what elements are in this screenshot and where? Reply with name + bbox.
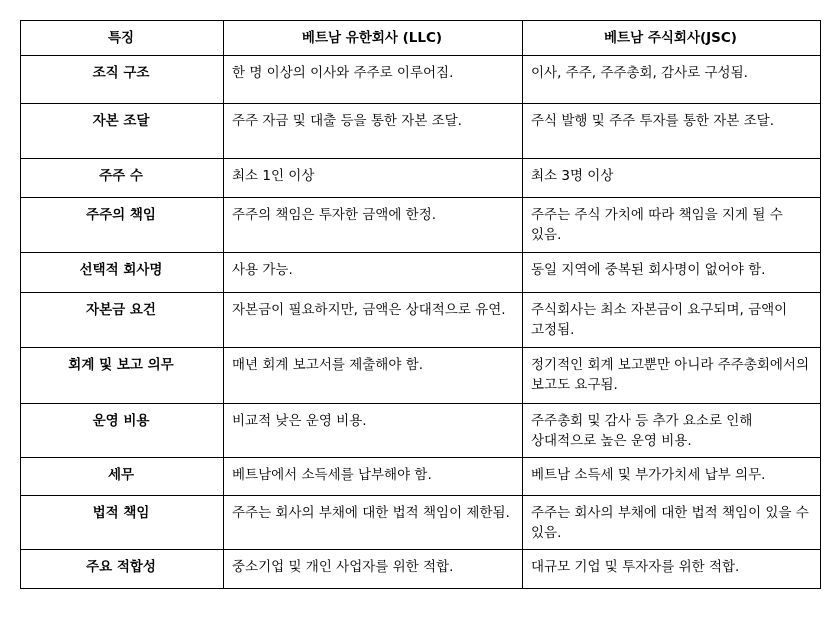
row-feature: 세무 <box>21 458 224 496</box>
table-header-row <box>21 21 821 56</box>
row-feature: 회계 및 보고 의무 <box>21 348 224 404</box>
row-llc-cell: 베트남에서 소득세를 납부해야 함. <box>224 458 523 496</box>
row-jsc-cell: 베트남 소득세 및 부가가치세 납부 의무. <box>523 458 821 496</box>
row-feature: 주요 적합성 <box>21 550 224 589</box>
comparison-table <box>20 20 821 589</box>
row-llc-cell: 중소기업 및 개인 사업자를 위한 적합. <box>224 550 523 589</box>
table-row <box>21 348 821 404</box>
header-feature: 특징 <box>21 21 224 56</box>
table-row <box>21 458 821 496</box>
row-feature: 선택적 회사명 <box>21 253 224 293</box>
row-jsc-cell: 최소 3명 이상 <box>523 159 821 198</box>
row-feature: 자본금 요건 <box>21 293 224 348</box>
table-row <box>21 496 821 550</box>
row-feature: 주주 수 <box>21 159 224 198</box>
header-jsc: 베트남 주식회사(JSC) <box>523 21 821 56</box>
row-feature: 조직 구조 <box>21 56 224 104</box>
row-jsc-cell: 이사, 주주, 주주총회, 감사로 구성됨. <box>523 56 821 104</box>
row-jsc-cell: 주주는 회사의 부채에 대한 법적 책임이 있을 수 있음. <box>523 496 821 550</box>
row-llc-cell: 비교적 낮은 운영 비용. <box>224 404 523 458</box>
row-jsc-cell: 대규모 기업 및 투자자를 위한 적합. <box>523 550 821 589</box>
row-llc-cell: 매년 회계 보고서를 제출해야 함. <box>224 348 523 404</box>
row-jsc-cell: 주식회사는 최소 자본금이 요구되며, 금액이 고정됨. <box>523 293 821 348</box>
header-llc: 베트남 유한회사 (LLC) <box>224 21 523 56</box>
row-llc-cell: 자본금이 필요하지만, 금액은 상대적으로 유연. <box>224 293 523 348</box>
table-row <box>21 293 821 348</box>
row-llc-cell: 최소 1인 이상 <box>224 159 523 198</box>
row-feature: 법적 책임 <box>21 496 224 550</box>
row-jsc-cell: 동일 지역에 중복된 회사명이 없어야 함. <box>523 253 821 293</box>
row-llc-cell: 주주의 책임은 투자한 금액에 한정. <box>224 198 523 253</box>
row-jsc-cell: 주주총회 및 감사 등 추가 요소로 인해 상대적으로 높은 운영 비용. <box>523 404 821 458</box>
table-row <box>21 56 821 104</box>
table-row <box>21 253 821 293</box>
row-llc-cell: 주주 자금 및 대출 등을 통한 자본 조달. <box>224 104 523 159</box>
row-jsc-cell: 주주는 주식 가치에 따라 책임을 지게 될 수 있음. <box>523 198 821 253</box>
table-row <box>21 198 821 253</box>
comparison-table-container <box>20 20 821 589</box>
row-jsc-cell: 정기적인 회계 보고뿐만 아니라 주주총회에서의 보고도 요구됨. <box>523 348 821 404</box>
table-row <box>21 550 821 589</box>
row-llc-cell: 주주는 회사의 부채에 대한 법적 책임이 제한됨. <box>224 496 523 550</box>
row-llc-cell: 사용 가능. <box>224 253 523 293</box>
row-feature: 운영 비용 <box>21 404 224 458</box>
table-row <box>21 159 821 198</box>
table-row <box>21 104 821 159</box>
row-llc-cell: 한 명 이상의 이사와 주주로 이루어짐. <box>224 56 523 104</box>
row-feature: 자본 조달 <box>21 104 224 159</box>
table-row <box>21 404 821 458</box>
row-jsc-cell: 주식 발행 및 주주 투자를 통한 자본 조달. <box>523 104 821 159</box>
row-feature: 주주의 책임 <box>21 198 224 253</box>
